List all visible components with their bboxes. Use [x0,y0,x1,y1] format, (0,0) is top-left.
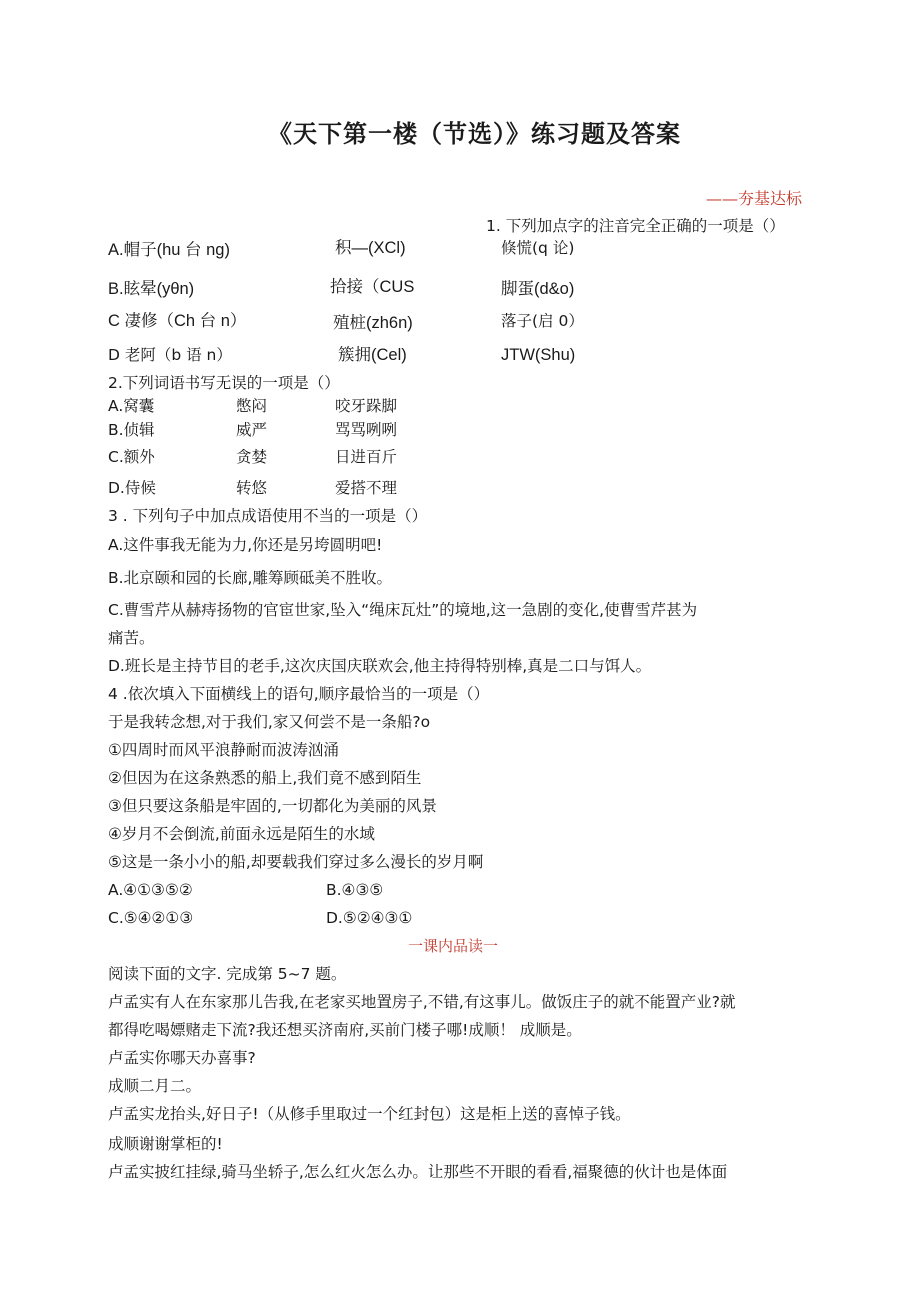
q1-option-b-3: 脚蛋(d&o) [501,280,575,298]
q2-option-a-2: 憋闷 [236,397,268,415]
q4-item-2: ②但因为在这条熟悉的船上,我们竟不感到陌生 [108,769,422,787]
q1-option-a-2: 积—(XCl) [335,239,406,257]
reading-line-3: 卢孟实你哪天办喜事? [108,1049,256,1067]
q2-option-b-2: 威严 [236,421,268,439]
section-reading-heading: 一课内品读一 [408,937,499,955]
reading-line-5: 卢孟实龙抬头,好日子!（从修手里取过一个红封包）这是柜上送的喜悼子钱。 [108,1105,631,1123]
q4-item-3: ③但只要这条船是牢固的,一切都化为美丽的风景 [108,797,437,815]
reading-line-7: 卢孟实披红挂绿,骑马坐轿子,怎么红火怎么办。让那些不开眼的看看,福聚德的伙计也是体面 [108,1163,728,1181]
q1-option-c-2: 殖桩(zh6n) [333,314,413,332]
q1-option-d-3: JTW(Shu) [501,346,576,364]
q2-option-c-2: 贪婪 [236,448,268,466]
reading-intro: 阅读下面的文字. 完成第 5~7 题。 [108,965,347,983]
q2-option-a-3: 咬牙跺脚 [335,397,398,415]
q3-option-d: D.班长是主持节目的老手,这次庆国庆联欢会,他主持得特别棒,真是二口与饵人。 [108,657,652,675]
q2-stem: 2.下列词语书写无误的一项是（） [108,374,340,392]
reading-line-4: 成顺二月二。 [108,1077,202,1095]
q1-option-a-3: 倏慌(q 论) [501,239,575,257]
q1-option-b-2: 拾接（CUS [330,278,415,296]
q1-option-d-1: D 老阿（b 语 n） [108,346,232,364]
reading-line-1: 卢孟实有人在东家那儿告我,在老家买地置房子,不错,有这事儿。做饭庄子的就不能置产业?就 [108,993,736,1011]
q4-item-4: ④岁月不会倒流,前面永远是陌生的水域 [108,825,375,843]
q1-option-c-3: 落子(启 0） [501,312,584,330]
q1-option-d-2: 簇拥(Cel) [338,346,407,364]
q4-option-a: A.④①③⑤② [108,881,193,899]
q2-option-b-3: 骂骂咧咧 [335,421,398,439]
q4-option-b: B.④③⑤ [326,881,384,899]
q4-option-d: D.⑤②④③① [326,909,413,927]
section-basic-heading: ——夯基达标 [706,189,803,208]
q4-item-1: ①四周时而风平浪静耐而波涛汹涌 [108,741,339,759]
q3-option-a: A.这件事我无能为力,你还是另垮圆明吧! [108,536,383,554]
q1-stem: 1. 下列加点字的注音完全正确的一项是（） [486,217,785,235]
q4-stem: 4 .依次填入下面横线上的语句,顺序最恰当的一项是（） [108,685,490,703]
q2-option-c-3: 日进百斤 [335,448,398,466]
q4-item-5: ⑤这是一条小小的船,却要载我们穿过多么漫长的岁月啊 [108,853,484,871]
q3-stem: 3 . 下列句子中加点成语使用不当的一项是（） [108,507,428,525]
q3-option-c-line2: 痛苦。 [108,629,155,647]
q2-option-a-1: A.窝囊 [108,397,155,415]
q4-option-c: C.⑤④②①③ [108,909,194,927]
reading-line-2: 都得吃喝嫖赌走下流?我还想买济南府,买前门楼子哪!成顺！ 成顺是。 [108,1021,582,1039]
q2-option-d-1: D.侍候 [108,479,156,497]
q1-option-c-1: C 凄修（Ch 台 n） [108,312,247,330]
q2-option-d-2: 转悠 [236,479,268,497]
q3-option-b: B.北京颐和园的长廊,雕筹顾砥美不胜收。 [108,569,392,587]
q2-option-c-1: C.额外 [108,448,155,466]
reading-line-6: 成顺谢谢掌柜的! [108,1135,223,1153]
q2-option-d-3: 爱搭不理 [335,479,398,497]
q4-lead-sentence: 于是我转念想,对于我们,家又何尝不是一条船?o [108,713,431,731]
page-title: 《天下第一楼（节选）》练习题及答案 [268,120,681,148]
q1-option-a-1: A.帽子(hu 台 ng) [108,241,230,259]
q2-option-b-1: B.侦辑 [108,421,155,439]
q1-option-b-1: B.眩晕(yθn) [108,280,195,298]
q3-option-c-line1: C.曹雪芹从赫痔扬物的官宦世家,坠入“绳床瓦灶”的境地,这一急剧的变化,使曹雪芹甚为 [108,601,698,619]
